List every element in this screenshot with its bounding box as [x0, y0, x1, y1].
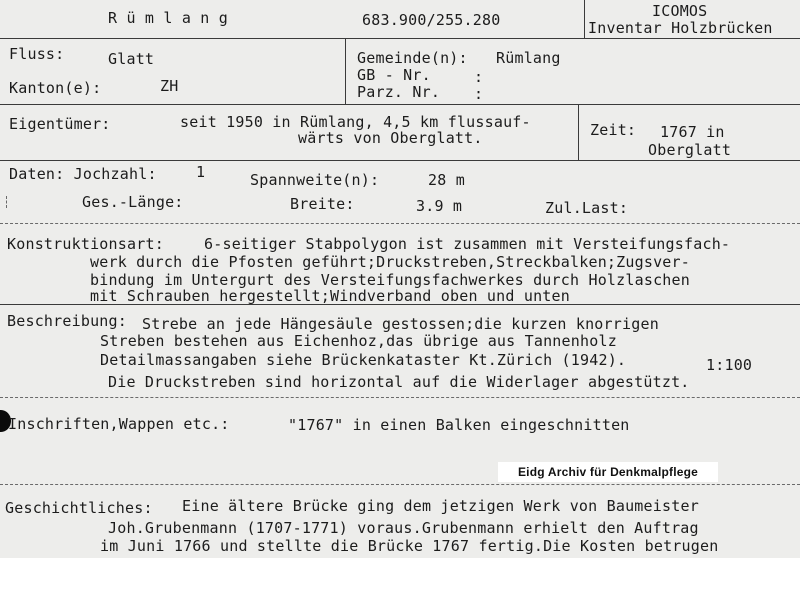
- rule-owner-bottom: [0, 160, 800, 161]
- width-label: Breite:: [290, 195, 355, 213]
- data-label: Daten: Jochzahl:: [9, 165, 157, 183]
- rule-header-divider: [584, 0, 585, 38]
- canton-label: Kanton(e):: [9, 79, 102, 97]
- municipality-value: Rümlang: [496, 49, 561, 67]
- description-line-1: Strebe an jede Hängesäule gestossen;die kurzen knorrigen: [142, 315, 659, 333]
- rule-location-divider: [345, 38, 346, 104]
- span-width-label: Spannweite(n):: [250, 171, 380, 189]
- municipality-label: Gemeinde(n):: [357, 49, 468, 67]
- history-line-3: im Juni 1766 und stellte die Brücke 1767 fertig.Die Kosten betrugen: [100, 537, 719, 555]
- header-place: R ü m l a n g: [108, 9, 228, 27]
- owner-label: Eigentümer:: [9, 115, 111, 133]
- canton-value: ZH: [160, 77, 179, 95]
- construction-label: Konstruktionsart:: [7, 235, 164, 253]
- rule-data-bottom: [0, 223, 800, 224]
- description-label: Beschreibung:: [7, 312, 127, 330]
- description-line-4: Die Druckstreben sind horizontal auf die Widerlager abgestützt.: [108, 373, 690, 391]
- inscriptions-label: Inschriften,Wappen etc.:: [8, 415, 230, 433]
- owner-line-1: seit 1950 in Rümlang, 4,5 km flussauf-: [180, 113, 531, 131]
- owner-line-2: wärts von Oberglatt.: [298, 129, 483, 147]
- description-line-3: Detailmassangaben siehe Brückenkataster Kt.Zürich (1942).: [100, 351, 627, 369]
- load-label: Zul.Last:: [545, 199, 629, 217]
- construction-line-3: bindung im Untergurt des Versteifungsfachwerkes durch Holzlaschen: [90, 271, 690, 289]
- description-line-2: Streben bestehen aus Eichenhoz,das übrige aus Tannenholz: [100, 332, 617, 350]
- header-inventory: Inventar Holzbrücken: [588, 19, 773, 37]
- rule-location-bottom: [0, 104, 800, 105]
- history-line-2: Joh.Grubenmann (1707-1771) voraus.Grubenmann erhielt den Auftrag: [108, 519, 699, 537]
- length-label: Ges.-Länge:: [82, 193, 184, 211]
- inscriptions-value: "1767" in einen Balken eingeschnitten: [288, 416, 630, 434]
- spans-value: 1: [196, 163, 206, 181]
- history-line-1: Eine ältere Brücke ging dem jetzigen Werk von Baumeister: [182, 497, 699, 515]
- rule-header-bottom: [0, 38, 800, 39]
- header-coordinates: 683.900/255.280: [362, 11, 501, 29]
- header-org: ICOMOS: [652, 2, 708, 20]
- construction-line-2: werk durch die Pfosten geführt;Druckstreben,Streckbalken;Zugsver-: [90, 253, 690, 271]
- rule-data-left-tick: [6, 196, 7, 208]
- rule-inscriptions-bottom: [0, 484, 800, 485]
- river-value: Glatt: [108, 50, 155, 68]
- archive-stamp: Eidg Archiv für Denkmalpflege: [498, 462, 718, 482]
- construction-line-4: mit Schrauben hergestellt;Windverband oben und unten: [90, 287, 570, 305]
- gb-number-label: GB - Nr.: [357, 66, 431, 84]
- time-line-1: 1767 in: [660, 123, 725, 141]
- rule-description-bottom: [0, 397, 800, 398]
- description-scale: 1:100: [706, 356, 753, 374]
- construction-line-1: 6-seitiger Stabpolygon ist zusammen mit Versteifungsfach-: [204, 235, 731, 253]
- rule-owner-divider: [578, 104, 579, 160]
- gb-number-colon: :: [474, 68, 484, 86]
- width-value: 3.9 m: [416, 197, 463, 215]
- parcel-number-label: Parz. Nr.: [357, 83, 441, 101]
- parcel-number-colon: :: [474, 85, 484, 103]
- history-label: Geschichtliches:: [5, 499, 153, 517]
- span-width-value: 28 m: [428, 171, 465, 189]
- river-label: Fluss:: [9, 45, 65, 63]
- time-line-2: Oberglatt: [648, 141, 732, 159]
- time-label: Zeit:: [590, 121, 637, 139]
